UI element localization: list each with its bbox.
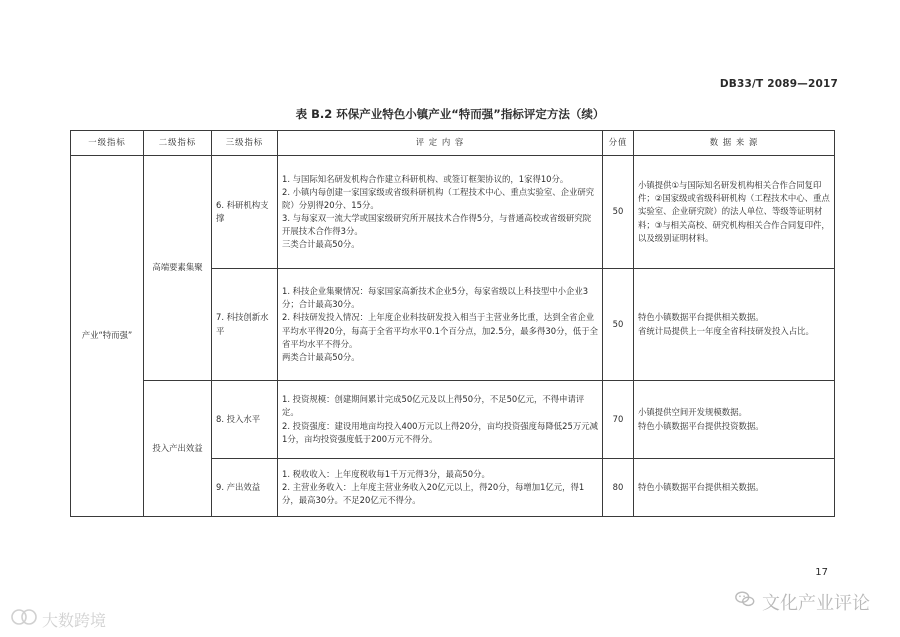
source-cell: 小镇提供空间开发规模数据。 特色小镇数据平台提供投资数据。 bbox=[634, 381, 835, 459]
content-cell: 1. 投资规模：创建期间累计完成50亿元及以上得50分，不足50亿元，不得申请评定。 2. 投资强度：建设用地亩均投入400万元以上得20分，亩均投资强度每降低25万元减1分，亩均投资强度低于200万元不得分。 bbox=[278, 381, 603, 459]
evaluation-table bbox=[70, 130, 835, 517]
header-cell: 数 据 来 源 bbox=[634, 131, 835, 156]
table-header-row bbox=[71, 131, 835, 156]
level2-cell: 投入产出效益 bbox=[144, 381, 212, 517]
wechat-icon bbox=[734, 588, 756, 615]
table-row bbox=[71, 156, 835, 269]
content-cell: 1. 科技企业集聚情况：每家国家高新技术企业5分，每家省级以上科技型中小企业3分；合计最高30分。 2. 科技研发投入情况：上年度企业科技研发投入相当于主营业务比重，达到全省企业平均水平得20分，每高于全省平均水平0.1个百分点，加2.5分，最多得30分，低于全省平均水平不得分。 两类合计最高50分。 bbox=[278, 269, 603, 381]
header-cell: 一级指标 bbox=[71, 131, 144, 156]
header-cell: 分值 bbox=[603, 131, 634, 156]
watermark-logo-icon bbox=[10, 606, 38, 632]
level2-cell: 高端要素集聚 bbox=[144, 156, 212, 381]
score-cell: 50 bbox=[603, 156, 634, 269]
table-title: 表 B.2 环保产业特色小镇产业“特而强”指标评定方法（续） bbox=[295, 107, 605, 121]
level3-cell: 9. 产出效益 bbox=[212, 459, 278, 517]
source-cell: 小镇提供①与国际知名研发机构相关合作合同复印件；②国家级或省级科研机构（工程技术中心、重点实验室、企业研究院）的法人单位、等级等证明材料；③与相关高校、研究机构相关合作合同复印件，以及级别证明材料。 bbox=[634, 156, 835, 269]
level1-cell: 产业“特而强” bbox=[71, 156, 144, 517]
source-cell: 特色小镇数据平台提供相关数据。 bbox=[634, 459, 835, 517]
corner-watermark bbox=[10, 606, 106, 632]
page-number: 17 bbox=[815, 567, 828, 578]
header-cell: 三级指标 bbox=[212, 131, 278, 156]
header-cell: 二级指标 bbox=[144, 131, 212, 156]
source-cell: 特色小镇数据平台提供相关数据。 省统计局提供上一年度全省科技研发投入占比。 bbox=[634, 269, 835, 381]
score-cell: 80 bbox=[603, 459, 634, 517]
wechat-watermark bbox=[734, 588, 870, 615]
header-cell: 评 定 内 容 bbox=[278, 131, 603, 156]
level3-cell: 7. 科技创新水平 bbox=[212, 269, 278, 381]
score-cell: 70 bbox=[603, 381, 634, 459]
content-cell: 1. 税收收入：上年度税收每1千万元得3分，最高50分。 2. 主营业务收入：上年度主营业务收入20亿元以上，得20分，每增加1亿元，得1分，最高30分。不足20亿元不得分。 bbox=[278, 459, 603, 517]
table-row bbox=[71, 381, 835, 459]
wechat-account-name: 文化产业评论 bbox=[762, 592, 870, 614]
content-cell: 1. 与国际知名研发机构合作建立科研机构、或签订框架协议的，1家得10分。 2. 小镇内每创建一家国家级或省级科研机构（工程技术中心、重点实验室、企业研究院）分别得20分、15分。 3. 与每家双一流大学或国家级研究所开展技术合作得5分，与普通高校或省级研究院开展技术合作得3分。 三类合计最高50分。 bbox=[278, 156, 603, 269]
watermark-text: 大数跨境 bbox=[42, 610, 107, 630]
level3-cell: 6. 科研机构支撑 bbox=[212, 156, 278, 269]
score-cell: 50 bbox=[603, 269, 634, 381]
level3-cell: 8. 投入水平 bbox=[212, 381, 278, 459]
doc-code: DB33/T 2089—2017 bbox=[719, 78, 838, 90]
